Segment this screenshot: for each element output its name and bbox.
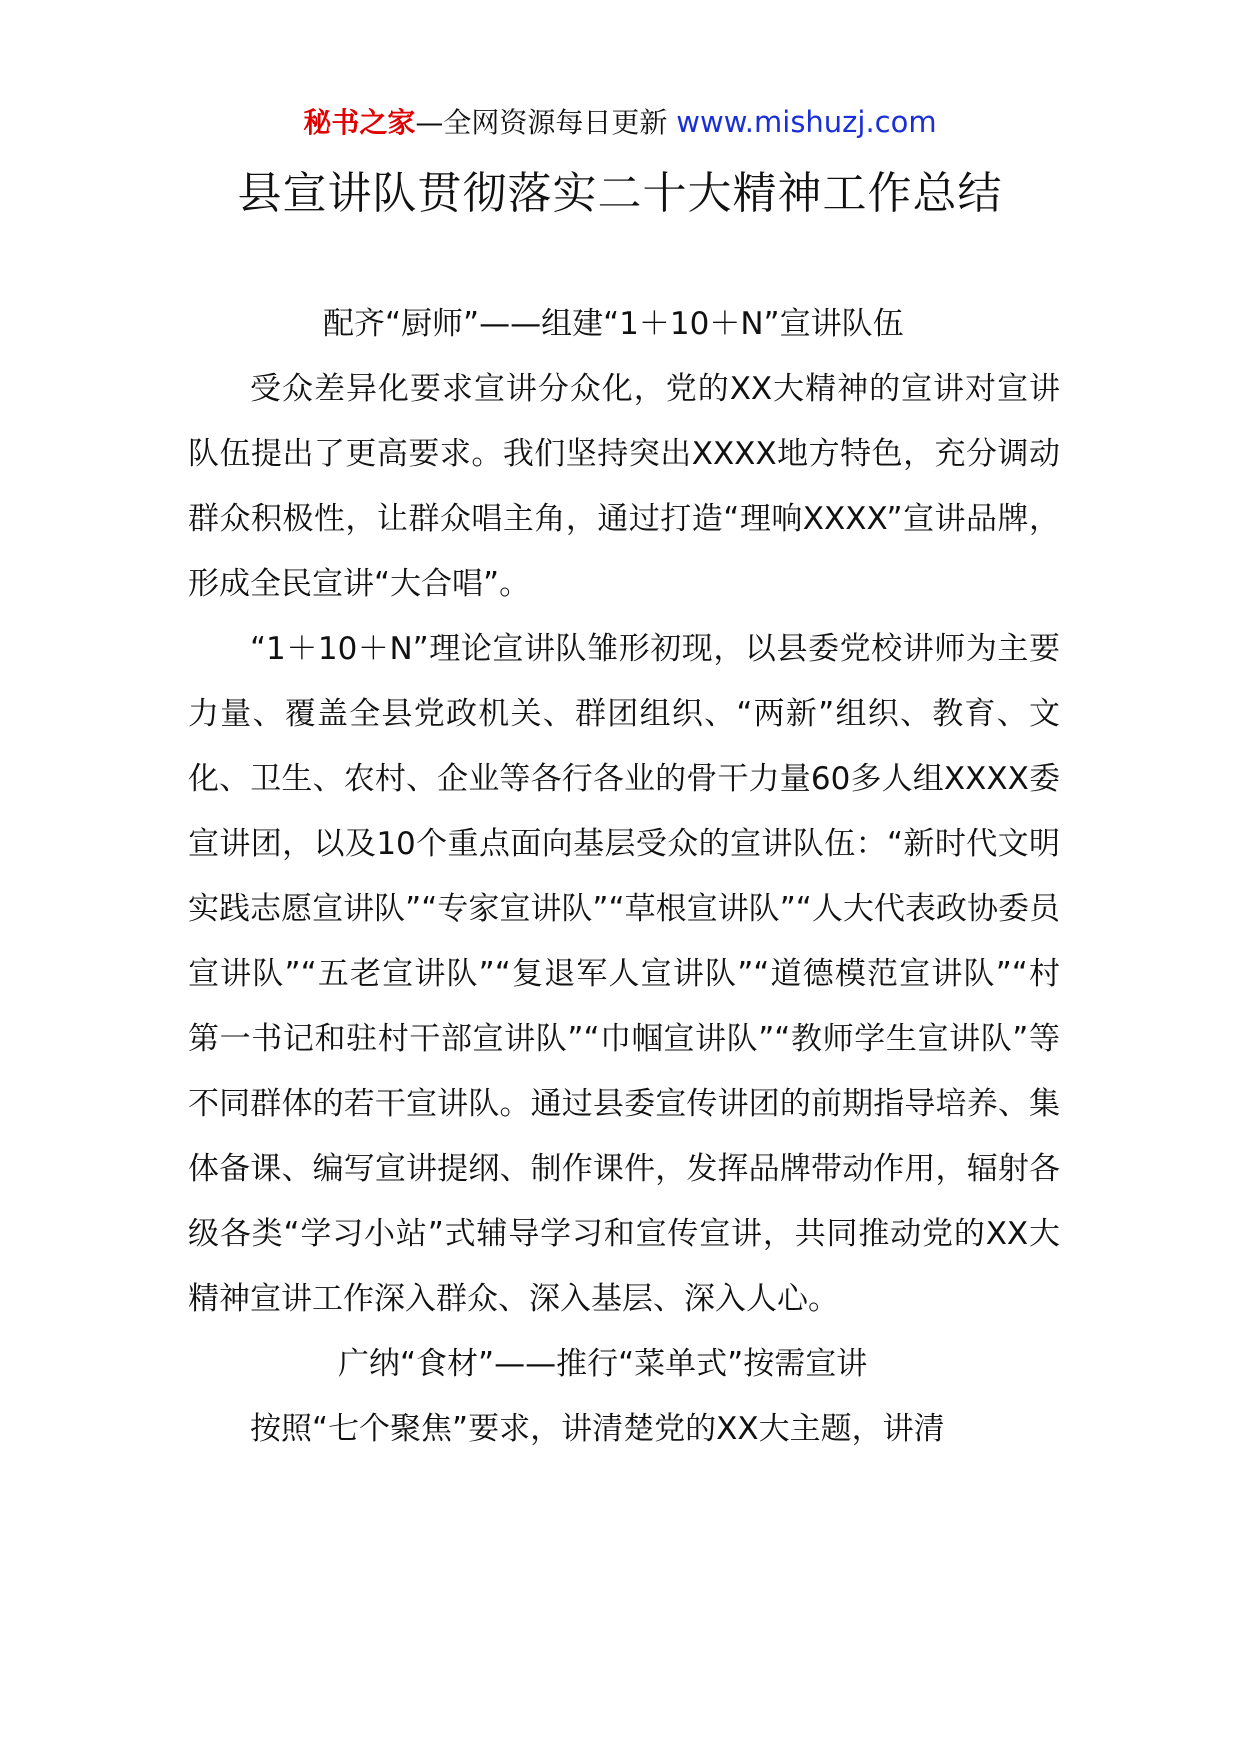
site-header <box>0 102 1240 143</box>
section-heading-1: 配齐“厨师”——组建“1＋10＋N”宣讲队伍 <box>323 306 904 342</box>
document-body <box>188 292 1060 1462</box>
site-slogan: —全网资源每日更新 <box>415 106 668 139</box>
section-heading-2: 广纳“食材”——推行“菜单式”按需宣讲 <box>338 1346 868 1382</box>
site-brand: 秘书之家 <box>303 106 416 139</box>
site-url-link[interactable]: www.mishuzj.com <box>676 105 937 139</box>
paragraph-3: 按照“七个聚焦”要求，讲清楚党的XX大主题，讲清 <box>250 1411 945 1447</box>
document-title: 县宣讲队贯彻落实二十大精神工作总结 <box>237 168 1003 219</box>
paragraph-1: 受众差异化要求宣讲分众化，党的XX大精神的宣讲对宣讲队伍提出了更高要求。我们坚持突出XXXX地方特色，充分调动群众积极性，让群众唱主角，通过打造“理响XXXX”宣讲品牌，形成全民宣讲“大合唱”。 <box>188 371 1060 602</box>
paragraph-2: “1＋10＋N”理论宣讲队雏形初现，以县委党校讲师为主要力量、覆盖全县党政机关、群团组织、“两新”组织、教育、文化、卫生、农村、企业等各行各业的骨干力量60多人组XXXX委宣讲团，以及10个重点面向基层受众的宣讲队伍：“新时代文明实践志愿宣讲队”“专家宣讲队”“草根宣讲队”“人大代表政协委员宣讲队”“五老宣讲队”“复退军人宣讲队”“道德模范宣讲队”“村第一书记和驻村干部宣讲队”“巾帼宣讲队”“教师学生宣讲队”等不同群体的若干宣讲队。通过县委宣传讲团的前期指导培养、集体备课、编写宣讲提纲、制作课件，发挥品牌带动作用，辐射各级各类“学习小站”式辅导学习和宣传宣讲，共同推动党的XX大精神宣讲工作深入群众、深入基层、深入人心。 <box>188 631 1060 1317</box>
